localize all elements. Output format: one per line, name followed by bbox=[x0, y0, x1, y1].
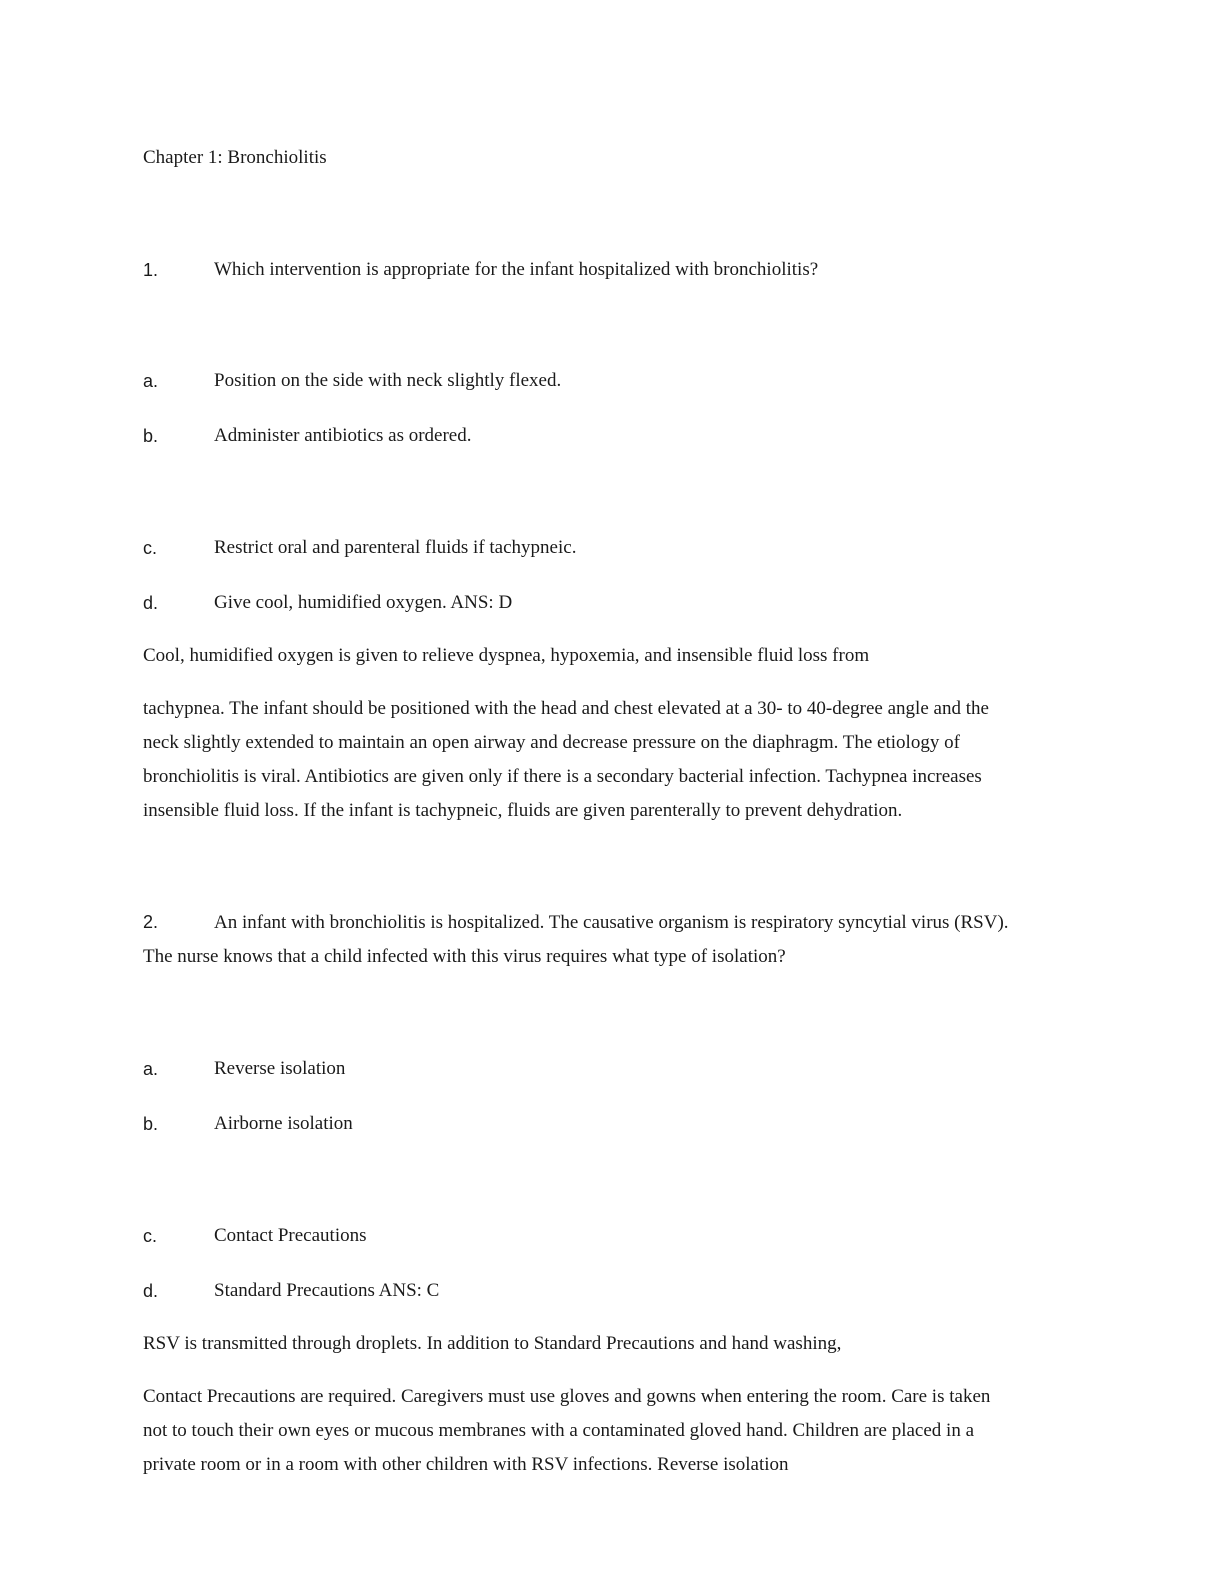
rationale-line: bronchiolitis is viral. Antibiotics are given only if there is a secondary bacterial infection. Tachypnea increases bbox=[143, 766, 982, 787]
option-letter: b. bbox=[143, 426, 159, 446]
option-text-answer: Give cool, humidified oxygen. ANS: D bbox=[214, 592, 513, 613]
rationale-paragraph bbox=[143, 1380, 1073, 1482]
option-letter: d. bbox=[143, 1281, 159, 1301]
option-text: Position on the side with neck slightly flexed. bbox=[214, 370, 562, 391]
option-letter: c. bbox=[143, 538, 158, 558]
option-text: Administer antibiotics as ordered. bbox=[214, 425, 472, 446]
option-letter: b. bbox=[143, 1114, 159, 1134]
option-text-answer: Standard Precautions ANS: C bbox=[214, 1280, 440, 1301]
option-text: Reverse isolation bbox=[214, 1058, 346, 1079]
question-stem-line: The nurse knows that a child infected with this virus requires what type of isolation? bbox=[143, 946, 786, 967]
rationale-line: insensible fluid loss. If the infant is tachypneic, fluids are given parenterally to prevent dehydration. bbox=[143, 800, 903, 821]
rationale-lead: RSV is transmitted through droplets. In addition to Standard Precautions and hand washing, bbox=[143, 1333, 842, 1354]
rationale-lead: Cool, humidified oxygen is given to relieve dyspnea, hypoxemia, and insensible fluid loss from bbox=[143, 645, 870, 666]
rationale-paragraph bbox=[143, 692, 1073, 828]
option-text: Restrict oral and parenteral fluids if tachypneic. bbox=[214, 537, 577, 558]
option-letter: a. bbox=[143, 1059, 159, 1079]
option-text: Airborne isolation bbox=[214, 1113, 353, 1134]
question-stem-block bbox=[143, 905, 1073, 974]
option-letter: d. bbox=[143, 593, 159, 613]
option-letter: a. bbox=[143, 371, 159, 391]
rationale-line: not to touch their own eyes or mucous membranes with a contaminated gloved hand. Children are placed in a bbox=[143, 1420, 975, 1441]
rationale-line: neck slightly extended to maintain an open airway and decrease pressure on the diaphragm. The etiology of bbox=[143, 732, 960, 753]
option-letter: c. bbox=[143, 1226, 158, 1246]
question-stem: Which intervention is appropriate for the infant hospitalized with bronchiolitis? bbox=[214, 259, 819, 280]
chapter-title: Chapter 1: Bronchiolitis bbox=[143, 147, 327, 168]
option-text: Contact Precautions bbox=[214, 1225, 367, 1246]
question-number: 1. bbox=[143, 260, 159, 280]
rationale-line: private room or in a room with other children with RSV infections. Reverse isolation bbox=[143, 1454, 789, 1475]
question-stem-line: An infant with bronchiolitis is hospitalized. The causative organism is respiratory syncytial virus (RSV). bbox=[214, 912, 1009, 933]
question-number: 2. bbox=[143, 912, 159, 932]
rationale-line: Contact Precautions are required. Caregivers must use gloves and gowns when entering the room. Care is taken bbox=[143, 1386, 991, 1407]
rationale-line: tachypnea. The infant should be positioned with the head and chest elevated at a 30- to 40-degree angle and the bbox=[143, 698, 989, 719]
